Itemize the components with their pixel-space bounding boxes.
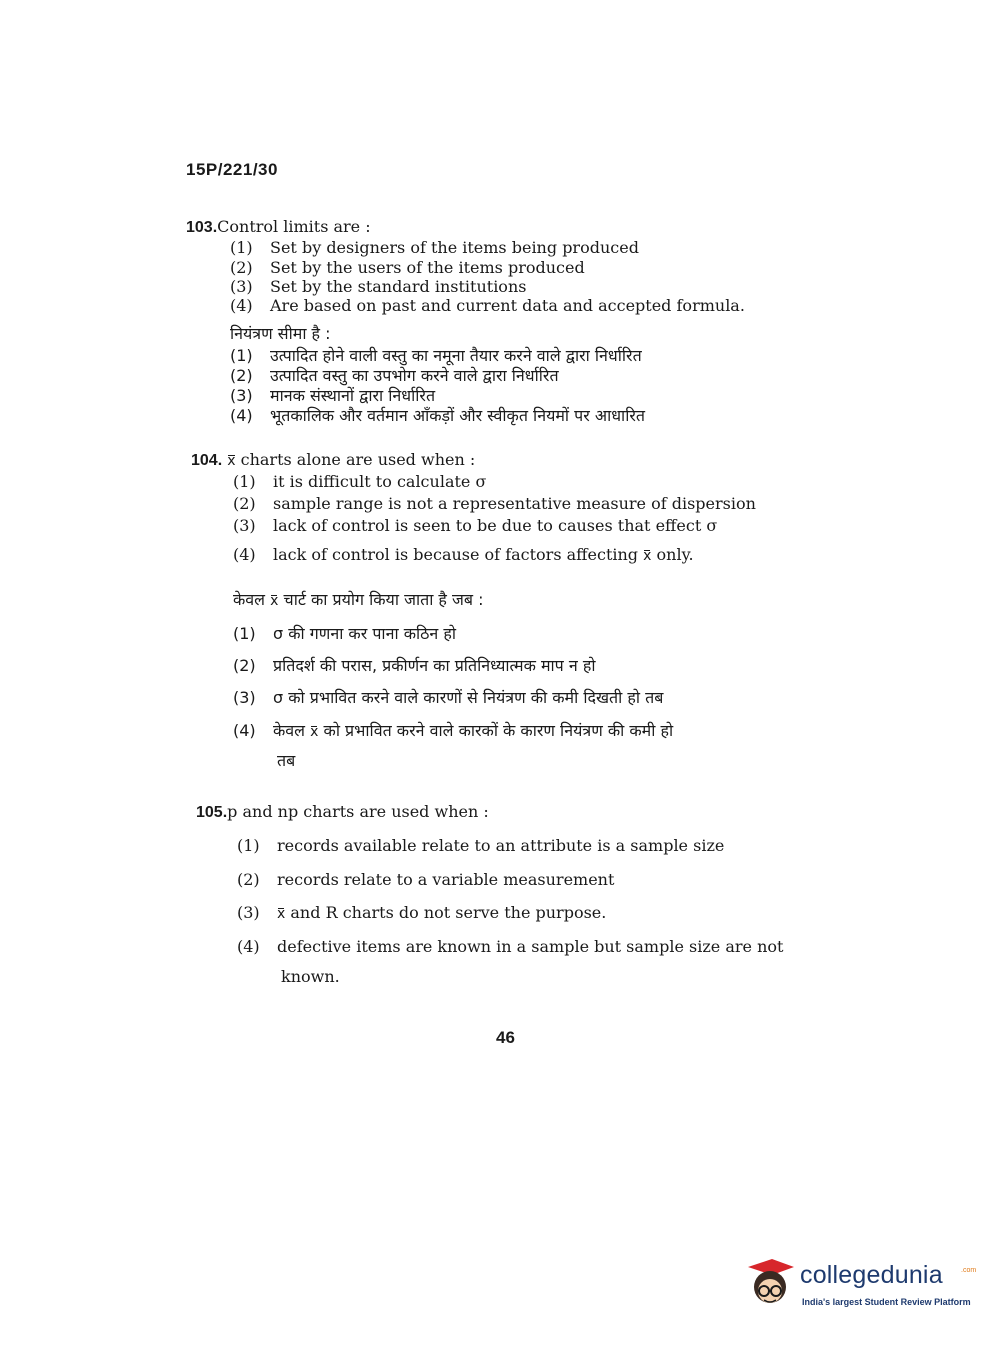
hindi-option-1: (1) σ की गणना कर पाना कठिन हो xyxy=(233,624,457,643)
hindi-option-3: (3) σ को प्रभावित करने वाले कारणों से नियंत्रण की कमी दिखती हो तब xyxy=(233,688,664,707)
question-105 xyxy=(196,802,489,822)
hindi-question-stem: नियंत्रण सीमा है : xyxy=(230,324,331,343)
option-1: (1) it is difficult to calculate σ xyxy=(233,472,487,491)
option-1: (1) records available relate to an attribute is a sample size xyxy=(237,836,725,855)
page-number: 46 xyxy=(496,1028,515,1047)
x-bar-symbol: x xyxy=(227,453,236,469)
hindi-option-2: (2) प्रतिदर्श की परास, प्रकीर्णन का प्रतिनिध्यात्मक माप न हो xyxy=(233,656,596,675)
hindi-option-4: (4) भूतकालिक और वर्तमान आँकड़ों और स्वीकृत नियमों पर आधारित xyxy=(230,406,646,425)
option-2: (2) sample range is not a representative measure of dispersion xyxy=(233,494,756,513)
question-number: 104. xyxy=(191,452,223,469)
hindi-option-4: (4) केवल x को प्रभावित करने वाले कारकों के कारण नियंत्रण की कमी हो xyxy=(233,721,674,740)
page-code: 15P/221/30 xyxy=(186,160,278,179)
option-3: (3) lack of control is seen to be due to causes that effect σ xyxy=(233,516,718,535)
option-text: Set by the standard institutions xyxy=(270,277,527,296)
hindi-option-3: (3) मानक संस्थानों द्वारा निर्धारित xyxy=(230,386,436,405)
option-4: (4) Are based on past and current data and accepted formula. xyxy=(230,296,745,315)
option-3: (3) x and R charts do not serve the purpose. xyxy=(237,903,607,922)
brand-watermark xyxy=(742,1253,977,1313)
x-bar-symbol: x xyxy=(277,906,286,922)
question-stem: charts alone are used when : xyxy=(240,450,476,469)
question-number: 103. xyxy=(186,219,218,236)
option-4-continuation: known. xyxy=(281,967,340,986)
x-bar-symbol: x xyxy=(270,593,279,609)
question-103 xyxy=(186,217,371,237)
mascot-logo-icon xyxy=(742,1255,798,1311)
brand-tagline: India's largest Student Review Platform xyxy=(802,1297,971,1307)
option-text: Set by the users of the items produced xyxy=(270,258,585,277)
hindi-option-4-continuation: तब xyxy=(277,751,296,770)
option-4: (4) lack of control is because of factors affecting x only. xyxy=(233,545,694,564)
option-2: (2) records relate to a variable measurement xyxy=(237,870,615,889)
x-bar-symbol: x xyxy=(310,724,319,740)
question-number: 105. xyxy=(196,804,228,821)
option-3: (3) Set by the standard institutions xyxy=(230,277,527,296)
option-2: (2) Set by the users of the items produced xyxy=(230,258,585,277)
question-stem: Control limits are : xyxy=(217,217,371,236)
question-stem: p and np charts are used when : xyxy=(227,802,489,821)
option-4: (4) defective items are known in a sample but sample size are not xyxy=(237,937,784,956)
option-1: (1) Set by designers of the items being produced xyxy=(230,238,639,257)
brand-domain-suffix: .com xyxy=(961,1267,977,1274)
hindi-option-2: (2) उत्पादित वस्तु का उपभोग करने वाले द्वारा निर्धारित xyxy=(230,366,559,385)
question-104 xyxy=(191,450,475,470)
hindi-question-stem: केवल x चार्ट का प्रयोग किया जाता है जब : xyxy=(233,590,484,609)
brand-name: collegedunia xyxy=(800,1261,943,1289)
x-bar-symbol: x xyxy=(643,548,652,564)
hindi-option-1: (1) उत्पादित होने वाली वस्तु का नमूना तैयार करने वाले द्वारा निर्धारित xyxy=(230,346,642,365)
option-text: Set by designers of the items being produced xyxy=(270,238,639,257)
option-text: Are based on past and current data and accepted formula. xyxy=(270,296,745,315)
